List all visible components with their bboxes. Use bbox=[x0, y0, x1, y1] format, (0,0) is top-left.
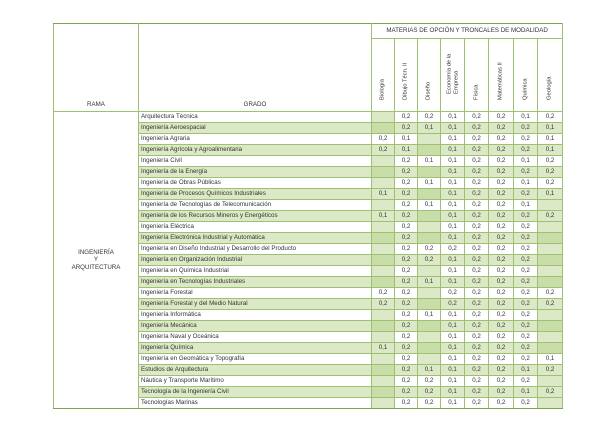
weight-cell: 0,2 bbox=[514, 310, 538, 321]
weight-cell: 0,1 bbox=[538, 354, 563, 365]
grado-cell: Ingeniería en Diseño Industrial y Desarrollo del Producto bbox=[139, 244, 372, 255]
weight-cell: 0,2 bbox=[395, 178, 418, 189]
weight-cell bbox=[418, 222, 441, 233]
weight-cell: 0,2 bbox=[465, 277, 489, 288]
subject-header-label: Física bbox=[473, 84, 480, 101]
weight-cell: 0,2 bbox=[395, 398, 418, 409]
weight-cell bbox=[372, 376, 395, 387]
weight-cell bbox=[538, 376, 563, 387]
weight-cell: 0,1 bbox=[441, 398, 465, 409]
weight-cell bbox=[372, 244, 395, 255]
weight-cell: 0,1 bbox=[514, 112, 538, 123]
weight-cell: 0,2 bbox=[395, 321, 418, 332]
subject-header bbox=[465, 39, 489, 112]
weight-cell: 0,2 bbox=[465, 112, 489, 123]
weight-cell: 0,2 bbox=[514, 354, 538, 365]
grado-cell: Tecnologías Marinas bbox=[139, 398, 372, 409]
weight-cell: 0,1 bbox=[441, 200, 465, 211]
grado-cell: Ingeniería Agraria bbox=[139, 134, 372, 145]
weight-cell: 0,2 bbox=[465, 266, 489, 277]
weight-cell: 0,2 bbox=[489, 398, 514, 409]
subject-header bbox=[372, 39, 395, 112]
weight-cell: 0,2 bbox=[465, 365, 489, 376]
weight-cell: 0,2 bbox=[395, 310, 418, 321]
weight-cell: 0,1 bbox=[514, 365, 538, 376]
weight-cell: 0,1 bbox=[395, 134, 418, 145]
weight-cell: 0,1 bbox=[441, 266, 465, 277]
weight-cell bbox=[538, 244, 563, 255]
table-row bbox=[54, 112, 563, 123]
weight-cell: 0,2 bbox=[395, 343, 418, 354]
subject-header-label: Química bbox=[522, 78, 529, 101]
weight-cell: 0,2 bbox=[465, 145, 489, 156]
weight-cell: 0,2 bbox=[514, 288, 538, 299]
weight-cell: 0,2 bbox=[489, 123, 514, 134]
weight-cell: 0,2 bbox=[489, 211, 514, 222]
weight-cell: 0,2 bbox=[489, 387, 514, 398]
weight-cell bbox=[538, 332, 563, 343]
subject-header bbox=[538, 39, 563, 112]
weight-cell: 0,1 bbox=[441, 365, 465, 376]
weight-cell: 0,2 bbox=[395, 376, 418, 387]
grado-cell: Ingeniería Mecánica bbox=[139, 321, 372, 332]
weight-cell: 0,2 bbox=[514, 299, 538, 310]
rama-cell: INGENIERÍA Y ARQUITECTURA bbox=[54, 112, 139, 409]
weight-cell: 0,2 bbox=[489, 200, 514, 211]
weight-cell bbox=[538, 200, 563, 211]
weight-cell: 0,1 bbox=[441, 178, 465, 189]
weight-cell: 0,2 bbox=[418, 112, 441, 123]
weight-cell bbox=[418, 343, 441, 354]
weight-cell bbox=[538, 343, 563, 354]
grado-cell: Ingeniería en Química Industrial bbox=[139, 266, 372, 277]
weight-cell bbox=[418, 233, 441, 244]
weight-cell: 0,1 bbox=[372, 189, 395, 200]
weight-cell: 0,1 bbox=[514, 200, 538, 211]
grado-cell: Ingeniería en Organización Industrial bbox=[139, 255, 372, 266]
grado-cell: Ingeniería de los Recursos Mineros y Energéticos bbox=[139, 211, 372, 222]
weight-cell: 0,2 bbox=[538, 167, 563, 178]
weight-cell: 0,1 bbox=[441, 310, 465, 321]
weight-cell bbox=[372, 310, 395, 321]
weight-cell: 0,2 bbox=[395, 123, 418, 134]
weight-cell bbox=[372, 321, 395, 332]
weight-cell: 0,2 bbox=[514, 134, 538, 145]
weight-cell: 0,2 bbox=[395, 233, 418, 244]
weight-cell bbox=[372, 167, 395, 178]
grado-cell: Ingeniería Forestal bbox=[139, 288, 372, 299]
weight-cell: 0,2 bbox=[489, 189, 514, 200]
subject-header-label: Dibujo Técn. II bbox=[402, 63, 409, 101]
weight-cell: 0,1 bbox=[441, 255, 465, 266]
weight-cell: 0,1 bbox=[441, 156, 465, 167]
weight-cell: 0,2 bbox=[514, 222, 538, 233]
weight-cell: 0,2 bbox=[489, 299, 514, 310]
weight-cell: 0,2 bbox=[418, 398, 441, 409]
weight-cell: 0,2 bbox=[514, 244, 538, 255]
weight-cell: 0,2 bbox=[489, 244, 514, 255]
weight-cell: 0,2 bbox=[514, 255, 538, 266]
weight-cell: 0,2 bbox=[514, 398, 538, 409]
weight-cell: 0,2 bbox=[489, 145, 514, 156]
weight-cell bbox=[372, 255, 395, 266]
weight-cell bbox=[372, 222, 395, 233]
weight-cell bbox=[538, 222, 563, 233]
weight-cell: 0,2 bbox=[395, 354, 418, 365]
weight-cell: 0,2 bbox=[465, 376, 489, 387]
weight-cell: 0,1 bbox=[418, 310, 441, 321]
weight-cell: 0,2 bbox=[395, 244, 418, 255]
weight-cell bbox=[372, 123, 395, 134]
grado-cell: Ingeniería de Tecnologías de Telecomunicación bbox=[139, 200, 372, 211]
subject-header bbox=[441, 39, 465, 112]
weight-cell: 0,2 bbox=[395, 277, 418, 288]
grado-cell: Ingeniería Naval y Oceánica bbox=[139, 332, 372, 343]
weight-cell bbox=[538, 398, 563, 409]
weight-cell: 0,2 bbox=[465, 200, 489, 211]
weight-cell: 0,2 bbox=[538, 299, 563, 310]
weight-cell: 0,2 bbox=[465, 167, 489, 178]
weight-cell bbox=[372, 277, 395, 288]
weight-cell: 0,2 bbox=[489, 156, 514, 167]
weight-cell bbox=[372, 200, 395, 211]
weight-cell: 0,2 bbox=[465, 387, 489, 398]
weight-cell: 0,1 bbox=[514, 178, 538, 189]
weight-cell: 0,1 bbox=[372, 343, 395, 354]
weight-cell: 0,1 bbox=[538, 189, 563, 200]
weight-cell: 0,2 bbox=[489, 167, 514, 178]
weight-cell: 0,1 bbox=[441, 233, 465, 244]
weight-cell: 0,2 bbox=[538, 178, 563, 189]
grado-cell: Ingeniería de Procesos Químicos Industriales bbox=[139, 189, 372, 200]
grado-cell: Ingeniería Civil bbox=[139, 156, 372, 167]
weight-cell: 0,2 bbox=[395, 299, 418, 310]
weight-cell: 0,1 bbox=[514, 387, 538, 398]
weight-cell: 0,2 bbox=[418, 244, 441, 255]
weight-cell: 0,1 bbox=[441, 376, 465, 387]
grado-cell: Estudios de Arquitectura bbox=[139, 365, 372, 376]
weight-cell: 0,2 bbox=[465, 255, 489, 266]
weight-cell: 0,2 bbox=[538, 387, 563, 398]
weight-cell bbox=[372, 233, 395, 244]
weight-cell bbox=[538, 255, 563, 266]
weight-cell bbox=[372, 365, 395, 376]
weight-cell: 0,1 bbox=[538, 145, 563, 156]
weight-cell: 0,2 bbox=[514, 189, 538, 200]
subject-header bbox=[395, 39, 418, 112]
weight-cell: 0,1 bbox=[418, 156, 441, 167]
grado-cell: Ingeniería Informática bbox=[139, 310, 372, 321]
weight-cell: 0,2 bbox=[489, 343, 514, 354]
weight-cell: 0,2 bbox=[489, 310, 514, 321]
weight-cell: 0,2 bbox=[489, 112, 514, 123]
weight-cell: 0,2 bbox=[514, 167, 538, 178]
subject-header bbox=[514, 39, 538, 112]
weight-cell: 0,2 bbox=[395, 387, 418, 398]
weight-cell: 0,1 bbox=[372, 211, 395, 222]
weight-cell: 0,2 bbox=[465, 134, 489, 145]
weight-cell: 0,2 bbox=[395, 200, 418, 211]
ponderaciones-table bbox=[53, 23, 563, 409]
weight-cell: 0,1 bbox=[441, 211, 465, 222]
weight-cell: 0,1 bbox=[441, 189, 465, 200]
weight-cell bbox=[538, 233, 563, 244]
materias-group-header: MATERIAS DE OPCIÓN Y TRONCALES DE MODALIDAD bbox=[372, 24, 563, 39]
weight-cell: 0,2 bbox=[395, 365, 418, 376]
weight-cell: 0,2 bbox=[538, 156, 563, 167]
grado-cell: Arquitectura Técnica bbox=[139, 112, 372, 123]
weight-cell bbox=[372, 266, 395, 277]
weight-cell: 0,2 bbox=[514, 266, 538, 277]
weight-cell bbox=[418, 145, 441, 156]
weight-cell bbox=[418, 189, 441, 200]
subject-header-label: Matemáticas II bbox=[497, 62, 504, 101]
weight-cell: 0,1 bbox=[395, 145, 418, 156]
weight-cell: 0,2 bbox=[514, 321, 538, 332]
weight-cell: 0,2 bbox=[465, 211, 489, 222]
weight-cell: 0,2 bbox=[489, 277, 514, 288]
weight-cell: 0,1 bbox=[418, 123, 441, 134]
weight-cell bbox=[372, 387, 395, 398]
weight-cell: 0,2 bbox=[514, 332, 538, 343]
weight-cell: 0,2 bbox=[395, 189, 418, 200]
subject-header bbox=[489, 39, 514, 112]
subject-header-label: Diseño bbox=[425, 82, 432, 101]
weight-cell: 0,1 bbox=[538, 123, 563, 134]
weight-cell: 0,2 bbox=[489, 222, 514, 233]
weight-cell: 0,2 bbox=[441, 288, 465, 299]
rama-header: RAMA bbox=[54, 24, 139, 112]
subject-header bbox=[418, 39, 441, 112]
weight-cell: 0,2 bbox=[489, 288, 514, 299]
weight-cell: 0,2 bbox=[465, 233, 489, 244]
weight-cell bbox=[372, 332, 395, 343]
weight-cell: 0,2 bbox=[395, 112, 418, 123]
grado-cell: Ingeniería en Geomática y Topografía bbox=[139, 354, 372, 365]
weight-cell: 0,2 bbox=[465, 332, 489, 343]
weight-cell: 0,2 bbox=[465, 222, 489, 233]
weight-cell: 0,1 bbox=[441, 277, 465, 288]
weight-cell: 0,2 bbox=[465, 156, 489, 167]
weight-cell: 0,2 bbox=[465, 354, 489, 365]
weight-cell: 0,1 bbox=[441, 222, 465, 233]
grado-cell: Ingeniería Forestal y del Medio Natural bbox=[139, 299, 372, 310]
weight-cell: 0,2 bbox=[489, 266, 514, 277]
grado-cell: Ingeniería Química bbox=[139, 343, 372, 354]
weight-cell: 0,2 bbox=[395, 332, 418, 343]
weight-cell bbox=[372, 178, 395, 189]
weight-cell bbox=[538, 310, 563, 321]
table-body bbox=[54, 112, 563, 409]
grado-cell: Náutica y Transporte Marítimo bbox=[139, 376, 372, 387]
weight-cell: 0,2 bbox=[395, 167, 418, 178]
weight-cell bbox=[418, 321, 441, 332]
weight-cell: 0,2 bbox=[418, 387, 441, 398]
weight-cell: 0,2 bbox=[514, 211, 538, 222]
weight-cell: 0,1 bbox=[441, 134, 465, 145]
weight-cell: 0,2 bbox=[395, 222, 418, 233]
weight-cell: 0,2 bbox=[441, 299, 465, 310]
weight-cell: 0,2 bbox=[395, 266, 418, 277]
weight-cell: 0,1 bbox=[441, 321, 465, 332]
weight-cell bbox=[538, 277, 563, 288]
weight-cell: 0,2 bbox=[489, 233, 514, 244]
weight-cell: 0,2 bbox=[395, 288, 418, 299]
grado-cell: Ingeniería Eléctrica bbox=[139, 222, 372, 233]
weight-cell: 0,2 bbox=[465, 321, 489, 332]
weight-cell: 0,1 bbox=[514, 156, 538, 167]
weight-cell: 0,2 bbox=[465, 343, 489, 354]
weight-cell bbox=[418, 134, 441, 145]
weight-cell: 0,1 bbox=[418, 365, 441, 376]
weight-cell: 0,2 bbox=[489, 134, 514, 145]
weight-cell: 0,2 bbox=[489, 178, 514, 189]
weight-cell bbox=[372, 112, 395, 123]
weight-cell: 0,2 bbox=[465, 299, 489, 310]
weight-cell: 0,1 bbox=[441, 112, 465, 123]
weight-cell bbox=[418, 299, 441, 310]
weight-cell: 0,1 bbox=[441, 123, 465, 134]
grado-header: GRADO bbox=[139, 24, 372, 112]
grado-cell: Ingeniería de Obras Públicas bbox=[139, 178, 372, 189]
weight-cell: 0,2 bbox=[395, 156, 418, 167]
weight-cell: 0,2 bbox=[538, 112, 563, 123]
weight-cell bbox=[418, 211, 441, 222]
weight-cell: 0,1 bbox=[441, 332, 465, 343]
grado-cell: Ingeniería Agrícola y Agroalimentaria bbox=[139, 145, 372, 156]
grado-cell: Tecnología de la Ingeniería Civil bbox=[139, 387, 372, 398]
weight-cell: 0,2 bbox=[489, 376, 514, 387]
weight-cell: 0,2 bbox=[372, 134, 395, 145]
weight-cell bbox=[418, 354, 441, 365]
weight-cell: 0,1 bbox=[418, 178, 441, 189]
weight-cell: 0,2 bbox=[441, 244, 465, 255]
weight-cell: 0,2 bbox=[514, 376, 538, 387]
weight-cell: 0,2 bbox=[514, 123, 538, 134]
weight-cell: 0,1 bbox=[441, 167, 465, 178]
grado-cell: Ingeniería en Tecnologías Industriales bbox=[139, 277, 372, 288]
grado-cell: Ingeniería de la Energía bbox=[139, 167, 372, 178]
weight-cell bbox=[372, 156, 395, 167]
weight-cell: 0,1 bbox=[418, 277, 441, 288]
weight-cell: 0,1 bbox=[441, 145, 465, 156]
weight-cell: 0,2 bbox=[372, 299, 395, 310]
weight-cell: 0,2 bbox=[514, 277, 538, 288]
weight-cell: 0,2 bbox=[489, 332, 514, 343]
weight-cell: 0,2 bbox=[465, 244, 489, 255]
subject-header-label: Biología bbox=[379, 79, 386, 101]
weight-cell: 0,2 bbox=[538, 365, 563, 376]
weight-cell bbox=[418, 266, 441, 277]
weight-cell: 0,2 bbox=[514, 233, 538, 244]
subject-header-label: Geología bbox=[546, 76, 553, 101]
weight-cell bbox=[418, 167, 441, 178]
weight-cell: 0,1 bbox=[441, 387, 465, 398]
weight-cell: 0,2 bbox=[465, 189, 489, 200]
weight-cell: 0,2 bbox=[514, 343, 538, 354]
weight-cell: 0,2 bbox=[372, 288, 395, 299]
weight-cell: 0,2 bbox=[489, 354, 514, 365]
weight-cell: 0,1 bbox=[441, 354, 465, 365]
weight-cell bbox=[538, 266, 563, 277]
weight-cell: 0,2 bbox=[465, 310, 489, 321]
weight-cell bbox=[418, 288, 441, 299]
weight-cell: 0,2 bbox=[418, 255, 441, 266]
grado-cell: Ingeniería Aeroespacial bbox=[139, 123, 372, 134]
weight-cell bbox=[372, 398, 395, 409]
weight-cell bbox=[372, 354, 395, 365]
weight-cell: 0,2 bbox=[372, 145, 395, 156]
weight-cell: 0,2 bbox=[395, 211, 418, 222]
weight-cell: 0,2 bbox=[395, 255, 418, 266]
weight-cell: 0,2 bbox=[538, 288, 563, 299]
weight-cell bbox=[538, 321, 563, 332]
weight-cell: 0,2 bbox=[514, 145, 538, 156]
weight-cell: 0,2 bbox=[465, 178, 489, 189]
weight-cell bbox=[418, 332, 441, 343]
ponderaciones-table-container bbox=[53, 23, 562, 409]
weight-cell: 0,2 bbox=[465, 123, 489, 134]
weight-cell: 0,2 bbox=[465, 288, 489, 299]
weight-cell: 0,1 bbox=[418, 200, 441, 211]
weight-cell: 0,2 bbox=[538, 211, 563, 222]
weight-cell: 0,1 bbox=[441, 343, 465, 354]
weight-cell: 0,2 bbox=[418, 376, 441, 387]
weight-cell: 0,2 bbox=[489, 255, 514, 266]
weight-cell: 0,1 bbox=[538, 134, 563, 145]
weight-cell: 0,2 bbox=[489, 365, 514, 376]
subject-header-label: Economía de la Empresa bbox=[445, 53, 459, 94]
weight-cell: 0,2 bbox=[465, 398, 489, 409]
grado-cell: Ingeniería Electrónica Industrial y Automática bbox=[139, 233, 372, 244]
weight-cell: 0,2 bbox=[489, 321, 514, 332]
